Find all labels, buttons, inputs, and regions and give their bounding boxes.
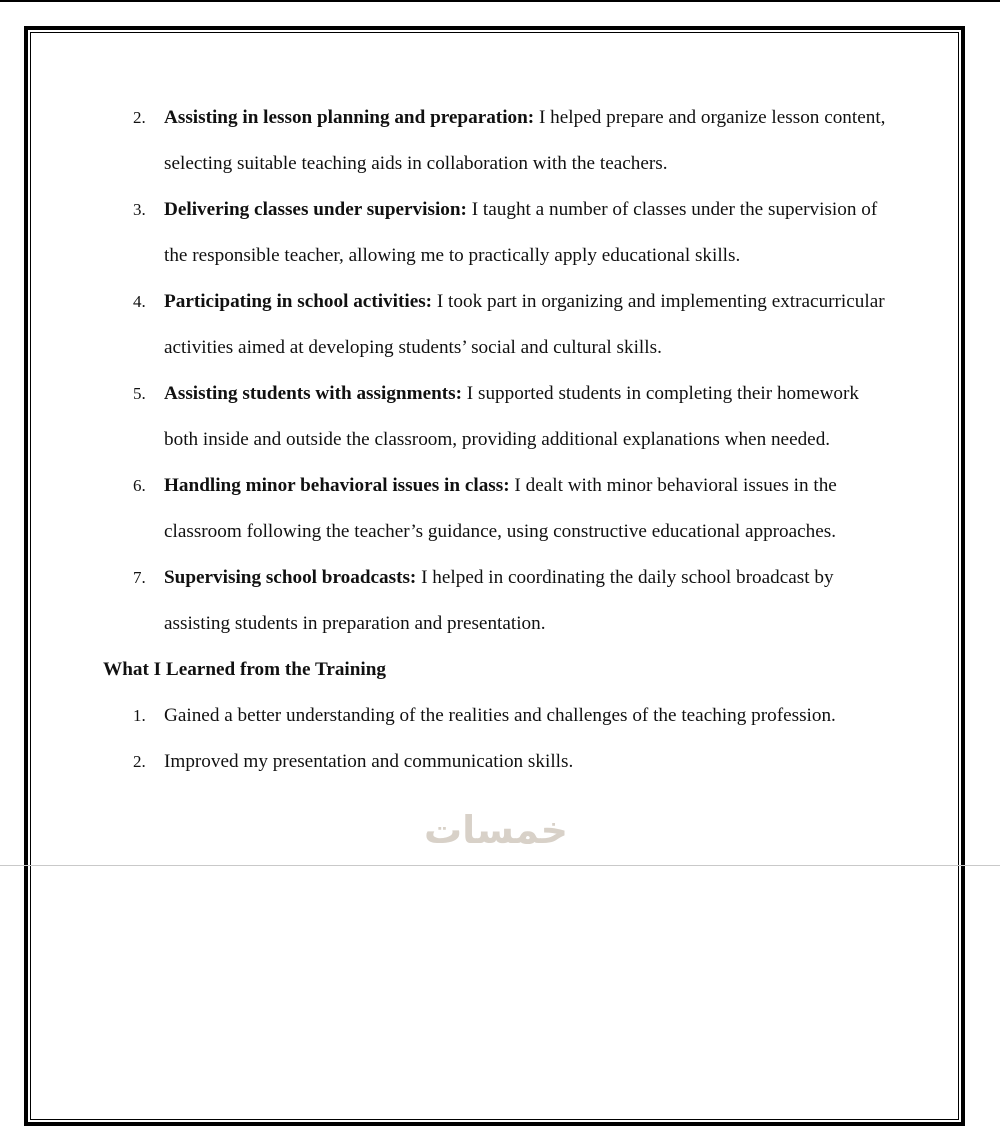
list-item-5 xyxy=(31,371,889,463)
list-item-bold-label: Delivering classes under supervision: xyxy=(164,199,467,220)
list-item-3 xyxy=(31,187,889,279)
list-item-number: 4. xyxy=(133,292,146,311)
list-item-bold-label: Assisting in lesson planning and preparation: xyxy=(164,107,535,128)
list-item-text: I supported students in completing their homework both inside and outside the classroom, providing additional explanations when needed. xyxy=(164,383,860,450)
list-item-bold-label: Participating in school activities: xyxy=(164,291,433,312)
learned-list-item-1 xyxy=(31,693,889,739)
document-content xyxy=(31,33,901,785)
list-item-text: I helped in coordinating the daily school broadcast by assisting students in preparation and presentation. xyxy=(164,567,834,634)
list-item-7 xyxy=(31,555,889,647)
list-item-text: Gained a better understanding of the realities and challenges of the teaching profession. xyxy=(164,705,836,726)
list-item-bold-label: Assisting students with assignments: xyxy=(164,383,462,404)
learned-list-item-2 xyxy=(31,739,889,785)
list-item-number: 5. xyxy=(133,384,146,403)
list-item-number: 7. xyxy=(133,568,146,587)
list-item-4 xyxy=(31,279,889,371)
list-item-2 xyxy=(31,95,889,187)
khamsat-watermark: خمسات xyxy=(424,808,568,852)
list-item-text: I taught a number of classes under the supervision of the responsible teacher, allowing me to practically apply educational skills. xyxy=(164,199,878,266)
list-item-number: 6. xyxy=(133,476,146,495)
list-item-text: Improved my presentation and communication skills. xyxy=(164,751,574,772)
list-item-bold-label: Handling minor behavioral issues in class: xyxy=(164,475,510,496)
list-item-bold-label: Supervising school broadcasts: xyxy=(164,567,417,588)
list-item-text: I dealt with minor behavioral issues in the classroom following the teacher’s guidance, using constructive educational approaches. xyxy=(164,475,837,542)
section-heading: What I Learned from the Training xyxy=(103,659,387,680)
list-item-text: I took part in organizing and implementing extracurricular activities aimed at developing students’ social and cultural skills. xyxy=(164,291,885,358)
previous-page-edge-line xyxy=(0,0,1000,2)
list-item-number: 2. xyxy=(133,752,146,771)
list-item-number: 1. xyxy=(133,706,146,725)
list-item-number: 2. xyxy=(133,108,146,127)
list-item-number: 3. xyxy=(133,200,146,219)
list-item-text: I helped prepare and organize lesson content, selecting suitable teaching aids in collaboration with the teachers. xyxy=(164,107,886,174)
list-item-6 xyxy=(31,463,889,555)
